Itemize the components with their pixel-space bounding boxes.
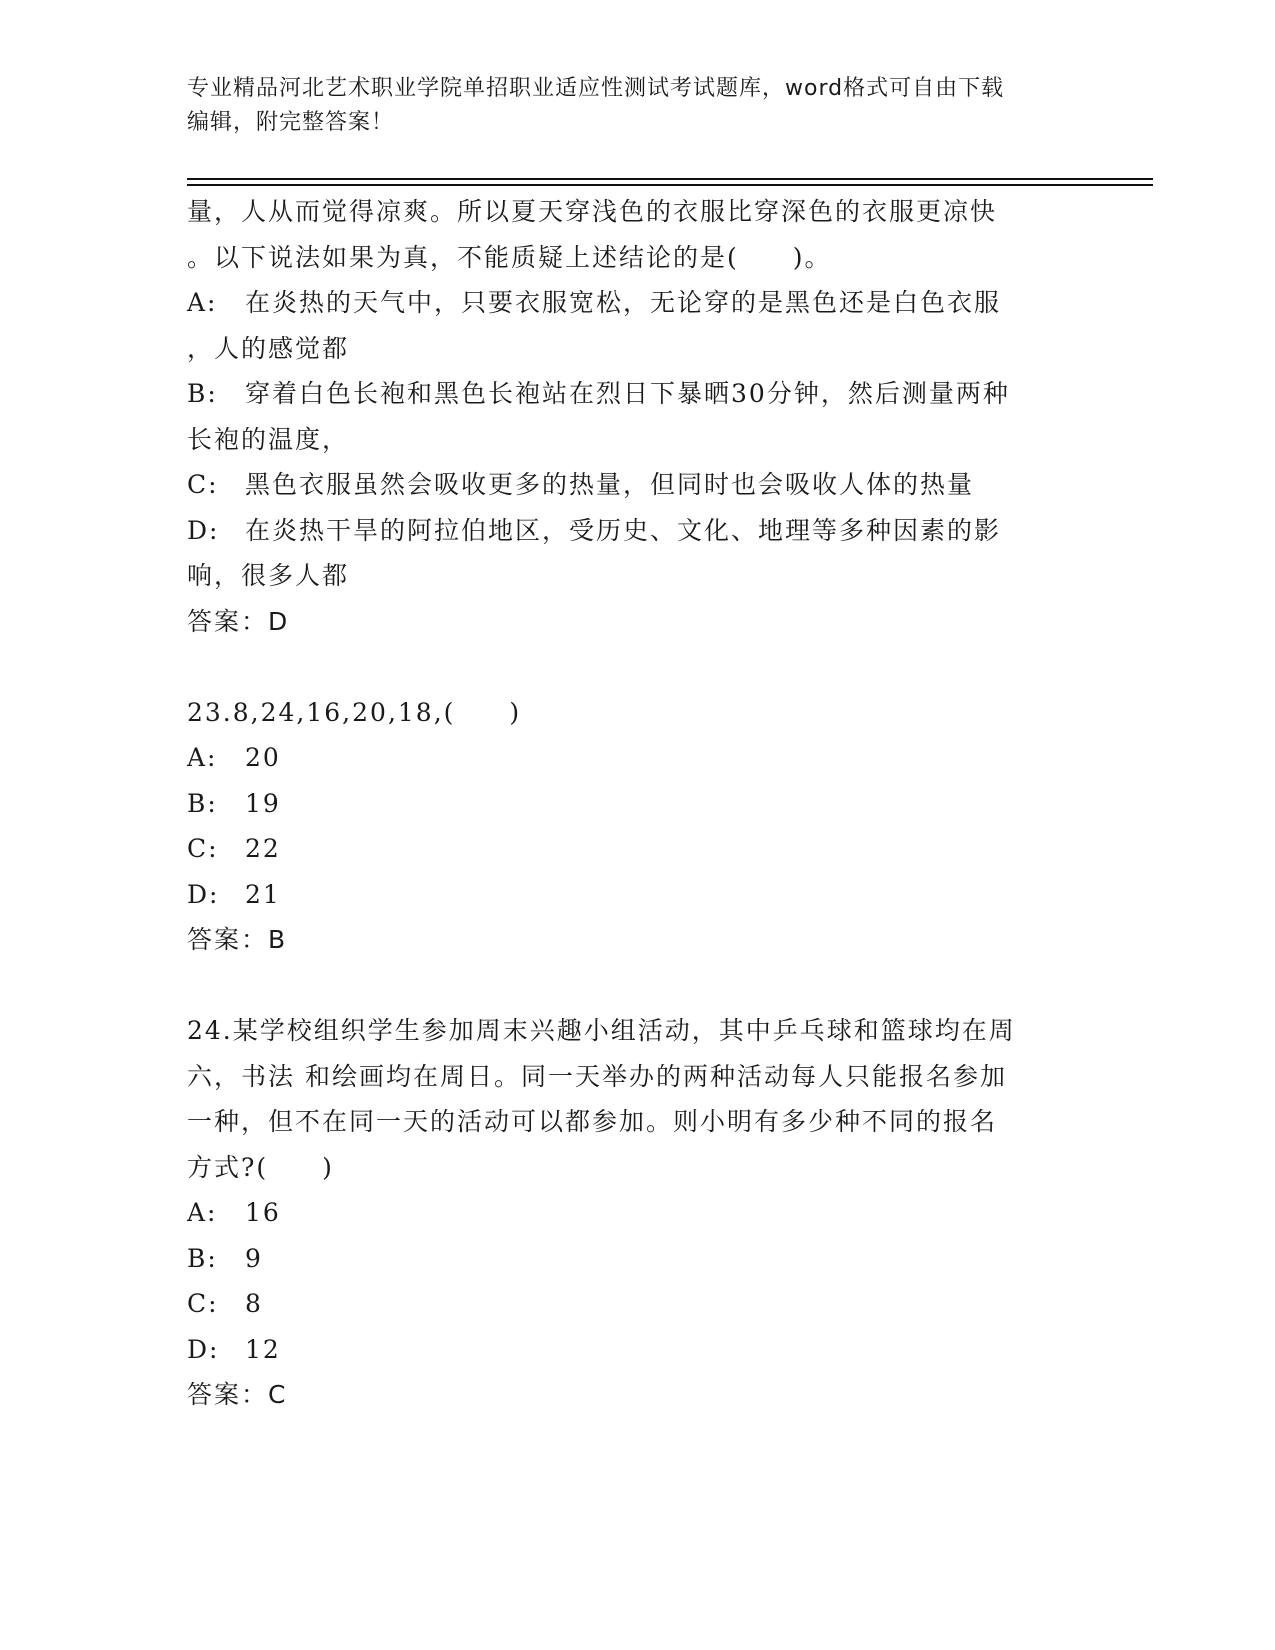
option-d — [187, 508, 1087, 554]
option-key: C: — [187, 834, 219, 863]
question-23 — [187, 690, 1087, 963]
option-key: D: — [187, 879, 220, 909]
option-key: B: — [187, 379, 218, 408]
option-d — [187, 872, 1087, 918]
option-text: 在炎热干旱的阿拉伯地区，受历史、文化、地理等多种因素的影 — [245, 515, 1002, 545]
question-24 — [187, 1008, 1087, 1418]
option-text: 穿着白色长袍和黑色长袍站在烈日下暴晒30分钟，然后测量两种 — [245, 379, 1010, 408]
question-stem-line: 六，书法 和绘画均在周日。同一天举办的两种活动每人只能报名参加 — [187, 1061, 1007, 1091]
option-d — [187, 1327, 1087, 1373]
option-text: 12 — [245, 1334, 281, 1364]
header-line-2: 编辑，附完整答案！ — [187, 110, 395, 135]
answer-line: 答案：C — [187, 1380, 288, 1409]
question-stem-line: 24.某学校组织学生参加周末兴趣小组活动，其中乒乓球和篮球均在周 — [187, 1016, 1016, 1045]
page-header — [187, 72, 1087, 140]
question-stem-line: 23.8,24,16,20,18,( ) — [187, 697, 522, 727]
question-stem-line: 一种，但不在同一天的活动可以都参加。则小明有多少种不同的报名 — [187, 1107, 998, 1136]
option-c — [187, 1281, 1087, 1327]
option-b — [187, 781, 1087, 827]
option-text: 黑色衣服虽然会吸收更多的热量，但同时也会吸收人体的热量 — [245, 470, 975, 499]
option-key: C: — [187, 470, 219, 499]
option-key: B: — [187, 1243, 218, 1273]
question-22 — [187, 189, 1087, 644]
option-a-continued: ，人的感觉都 — [187, 333, 350, 363]
option-text: 8 — [245, 1289, 263, 1318]
option-b — [187, 1236, 1087, 1282]
option-b — [187, 371, 1087, 417]
option-key: B: — [187, 788, 218, 818]
option-key: C: — [187, 1289, 219, 1318]
question-spacer — [187, 963, 1087, 1009]
option-c — [187, 462, 1087, 508]
option-d-continued: 响，很多人都 — [187, 561, 350, 590]
option-a — [187, 280, 1087, 326]
option-text: 16 — [245, 1198, 281, 1227]
question-spacer — [187, 644, 1087, 690]
option-text: 在炎热的天气中，只要衣服宽松，无论穿的是黑色还是白色衣服 — [245, 288, 1002, 317]
question-stem-line: 方式?( ) — [187, 1152, 334, 1182]
question-stem-line: 量，人从而觉得凉爽。所以夏天穿浅色的衣服比穿深色的衣服更凉快 — [187, 197, 998, 226]
question-stem-line: 。以下说法如果为真，不能质疑上述结论的是( )。 — [187, 242, 832, 272]
option-c — [187, 826, 1087, 872]
option-a — [187, 735, 1087, 781]
answer-line: 答案：B — [187, 925, 288, 954]
header-divider-top — [187, 178, 1153, 180]
option-key: D: — [187, 515, 220, 545]
header-line-1: 专业精品河北艺术职业学院单招职业适应性测试考试题库，word格式可自由下载 — [187, 76, 1005, 101]
header-divider-bottom — [187, 184, 1153, 186]
option-key: D: — [187, 1334, 220, 1364]
option-key: A: — [187, 288, 218, 317]
option-b-continued: 长袍的温度， — [187, 424, 350, 454]
option-text: 22 — [245, 834, 281, 863]
option-key: A: — [187, 743, 218, 772]
option-a — [187, 1190, 1087, 1236]
option-text: 21 — [245, 879, 281, 909]
answer-line: 答案：D — [187, 606, 290, 636]
option-key: A: — [187, 1198, 218, 1227]
document-body — [187, 189, 1087, 1418]
option-text: 19 — [245, 788, 281, 818]
option-text: 9 — [245, 1243, 263, 1273]
option-text: 20 — [245, 743, 281, 772]
